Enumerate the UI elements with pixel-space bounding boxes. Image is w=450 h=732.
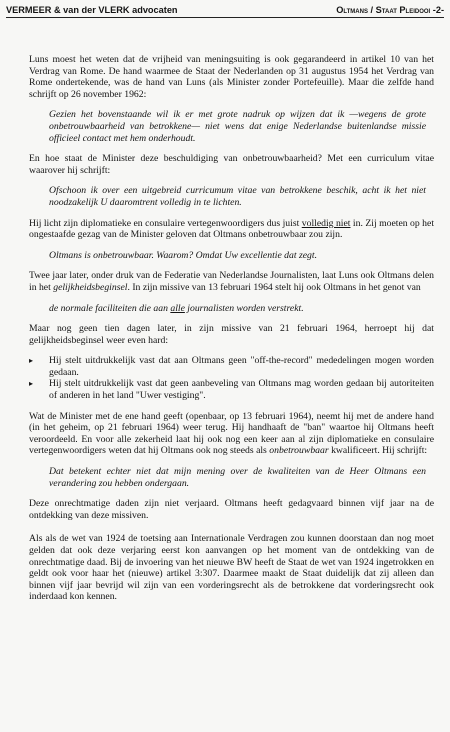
paragraph-4: Twee jaar later, onder druk van de Federatie van Nederlandse Journalisten, laat Luns ook Oltmans delen in het gelijkheidsbeginsel. In zijn missive van 13 februari 1964 stelt hij ook Oltmans in het genot van: [29, 270, 434, 293]
italic-phrase: gelijkheidsbeginsel: [53, 281, 128, 293]
quote-5: Dat betekent echter niet dat mijn mening over de kwaliteiten van de Heer Oltmans een verandering zou hebben ondergaan.: [49, 466, 426, 489]
firm-name: VERMEER & van der VLERK advocaten: [6, 5, 178, 15]
document-body: [29, 54, 434, 603]
paragraph-5: Maar nog geen tien dagen later, in zijn missive van 21 februari 1964, herroept hij dat gelijkheidsbeginsel weer even hard:: [29, 323, 434, 346]
paragraph-7: Deze onrechtmatige daden zijn niet verjaard. Oltmans heeft gedagvaard binnen vijf jaar na de ontdekking van deze missiven.: [29, 498, 434, 521]
bullet-marker-icon: ▸: [29, 356, 34, 366]
bullet-marker-icon: ▸: [29, 379, 34, 389]
list-item: ▸ Hij stelt uitdrukkelijk vast dat aan Oltmans geen "off-the-record" mededelingen mogen worden gedaan.: [29, 355, 434, 378]
paragraph-6: Wat de Minister met de ene hand geeft (openbaar, op 13 februari 1964), neemt hij met de andere hand (in het geheim, op 21 februari 1964) weer terug. Hij handhaaft de "ban" waartoe hij Oltmans heeft veroordeeld. En voor alle zekerheid laat hij ook nog een keer aan al zijn diplomatieke en consulaire vertegenwoordigers weten dat hij Oltmans ook nog steeds als onbetrouwbaar kwalificeert. Hij schrijft:: [29, 410, 434, 457]
paragraph-3: Hij licht zijn diplomatieke en consulaire vertegenwoordigers dus juist volledig niet in. Zij moeten op het ongestaafde gezag van de Minister geloven dat Oltmans onbetrouwbaar zou zijn.: [29, 217, 435, 241]
quote-4: de normale faciliteiten die aan alle journalisten worden verstrekt.: [49, 302, 304, 314]
bullet-list: [29, 355, 434, 401]
page-header: [6, 3, 444, 18]
quote-2: Ofschoon ik over een uitgebreid curricumum vitae van betrokkene beschik, acht ik het niet noodzakelijk U daaromtrent volledig in te lichten.: [49, 185, 426, 208]
underlined-word: alle: [170, 302, 185, 314]
quote-3: Oltmans is onbetrouwbaar. Waarom? Omdat Uw excellentie dat zegt.: [49, 249, 318, 261]
italic-word: onbetrouwbaar: [269, 445, 329, 457]
paragraph-2: En hoe staat de Minister deze beschuldiging van onbetrouwbaarheid? Met een curriculum vitae waarover hij schrijft:: [29, 153, 434, 176]
list-item: ▸ Hij stelt uitdrukkelijk vast dat geen aanbeveling van Oltmans mag worden gedaan bij autoriteiten of anderen in het land "Uwer vestiging".: [29, 378, 434, 402]
paragraph-1: Luns moest het weten dat de vrijheid van meningsuiting is ook gegarandeerd in artikel 10 van het Verdrag van Rome. De hand waarmee de Staat der Nederlanden op 31 augustus 1954 het Verdrag van Rome ondertekende, was de hand van Luns (als Minister zonder Portefeuille). Maar die zelfde hand schrijft op 26 november 1962:: [29, 54, 434, 100]
underlined-phrase: volledig niet: [301, 217, 351, 229]
case-title: Oltmans / Staat Pleidooi -2-: [336, 5, 444, 15]
quote-1: Gezien het bovenstaande wil ik er met grote nadruk op wijzen dat ik —wegens de grote onbetrouwbaarheid van betrokkene— niet wens dat enige Nederlandse buitenlandse missie officieel contact met hem onderhoudt.: [49, 109, 426, 144]
paragraph-8: Als als de wet van 1924 de toetsing aan Internationale Verdragen zou kunnen doorstaan dan nog moet gelden dat ook deze verjaring eerst kon aanvangen op het moment van de ontdekking van de onrechtmatige daad. Bij de invoering van het nieuwe BW heeft de Staat de wet van 1924 ingetrokken en geldt ook voor haar het (nieuwe) artikel 3:307. Daarmee maakt de Staat duidelijk dat zij alleen dan binnen vijf jaar bevrijd wil zijn van een vorderingsrecht als de betrokkene dat vorderingsrecht ook inderdaad kon kennen.: [29, 533, 434, 603]
